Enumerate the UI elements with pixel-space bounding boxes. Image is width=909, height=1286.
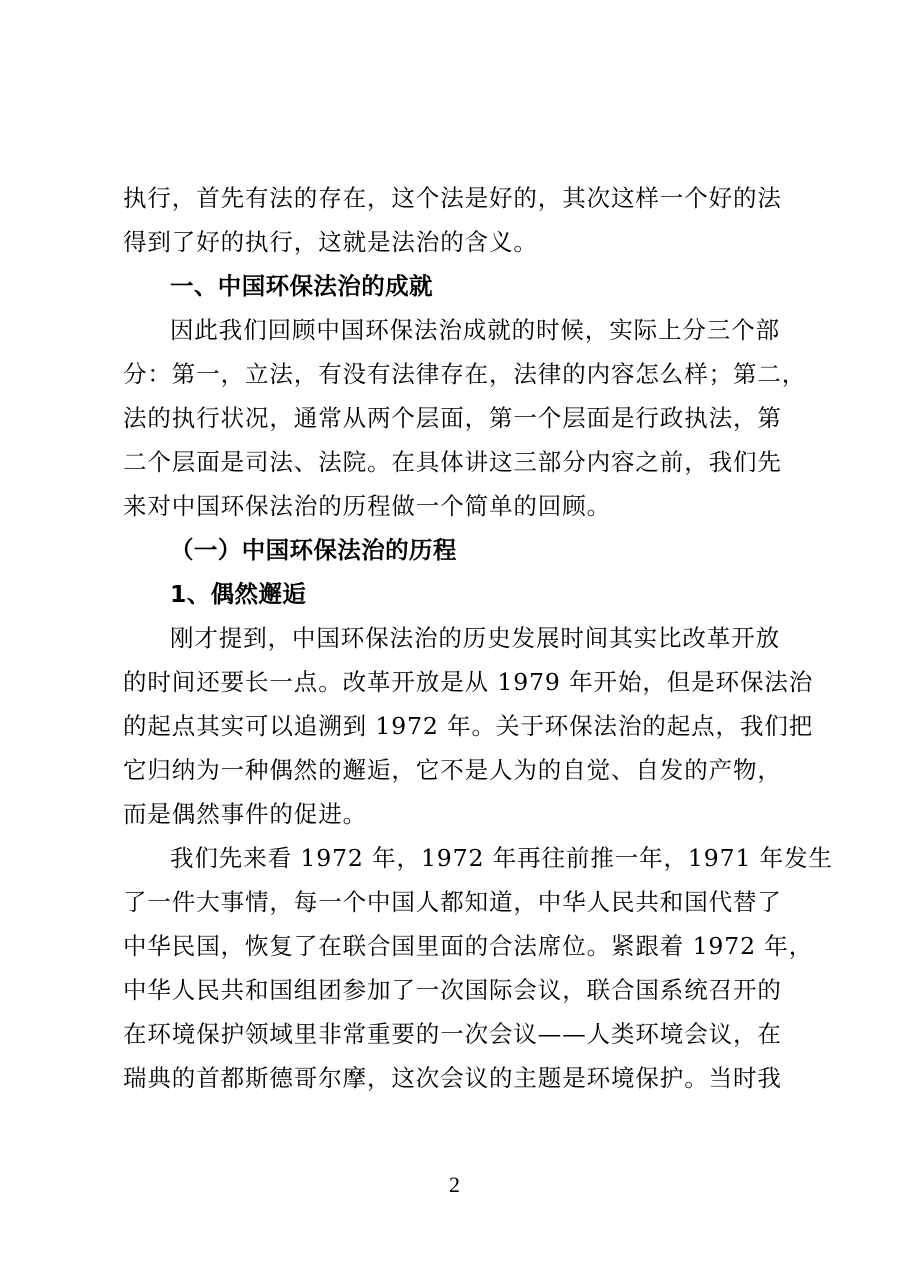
body-line: 它归纳为一种偶然的邂逅，它不是人为的自觉、自发的产物， [123, 756, 782, 784]
body-line: 二个层面是司法、法院。在具体讲这三部分内容之前，我们先 [123, 448, 782, 476]
body-line: 的时间还要长一点。改革开放是从 1979 年开始，但是环保法治 [123, 668, 814, 696]
body-line: 来对中国环保法治的历程做一个简单的回顾。 [123, 492, 611, 520]
body-line: 而是偶然事件的促进。 [123, 800, 367, 828]
section-heading: 一、中国环保法治的成就 [170, 272, 433, 300]
body-line: 分：第一，立法，有没有法律存在，法律的内容怎么样；第二， [123, 360, 807, 388]
body-line: 法的执行状况，通常从两个层面，第一个层面是行政执法，第 [123, 404, 782, 432]
body-line: 得到了好的执行，这就是法治的含义。 [123, 228, 538, 256]
body-line: 中华民国，恢复了在联合国里面的合法席位。紧跟着 1972 年， [123, 932, 814, 960]
subsubsection-heading: 1、偶然邂逅 [170, 580, 307, 608]
body-line: 因此我们回顾中国环保法治成就的时候，实际上分三个部 [170, 316, 780, 344]
body-line: 的起点其实可以追溯到 1972 年。关于环保法治的起点，我们把 [123, 712, 814, 740]
body-line: 瑞典的首都斯德哥尔摩，这次会议的主题是环境保护。当时我 [123, 1064, 782, 1092]
body-line: 了一件大事情，每一个中国人都知道，中华人民共和国代替了 [123, 888, 782, 916]
body-line: 刚才提到，中国环保法治的历史发展时间其实比改革开放 [170, 624, 780, 652]
body-line: 在环境保护领域里非常重要的一次会议——人类环境会议，在 [123, 1020, 782, 1048]
subsection-heading: （一）中国环保法治的历程 [170, 536, 457, 564]
body-line: 我们先来看 1972 年，1972 年再往前推一年，1971 年发生 [170, 844, 833, 872]
body-line: 中华人民共和国组团参加了一次国际会议，联合国系统召开的 [123, 976, 782, 1004]
page-number: 2 [449, 1172, 460, 1197]
body-line: 执行，首先有法的存在，这个法是好的，其次这样一个好的法 [123, 184, 782, 212]
